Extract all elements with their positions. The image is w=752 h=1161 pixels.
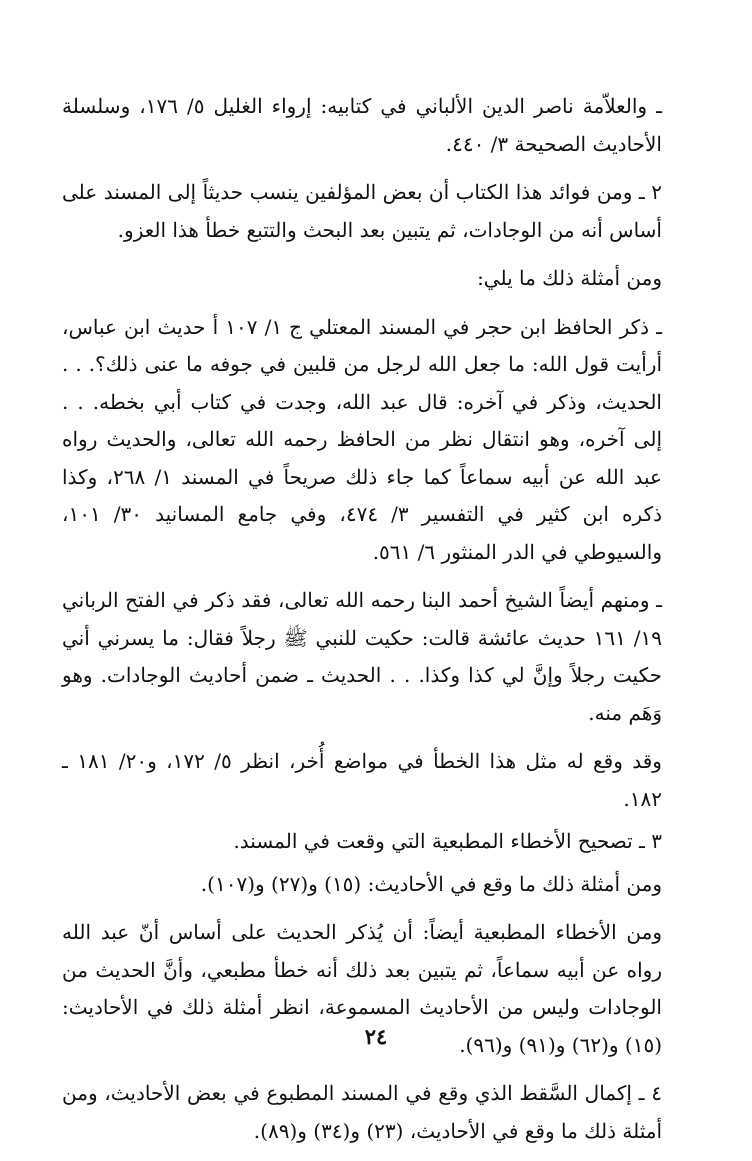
paragraph-albanna-example: ـ ومنهم أيضاً الشيخ أحمد البنا رحمه الله تعالى، فقد ذكر في الفتح الرباني ١٩/ ١٦١ حديث عائشة قالت: حكيت للنبي ﷺ رجلاً فقال: ما يسرني أني حكيت رجلاً وإنَّ لي كذا وكذا. . . الحديث ـ ضمن أحاديث الوجادات. وهو وَهَم منه. [62,588,662,725]
paragraph-typo-hearing: ومن الأخطاء المطبعية أيضاً: أن يُذكر الحديث على أساس أنّ عبد الله رواه عن أبيه سماعاً، ثم يتبين بعد ذلك أنه خطأ مطبعي، وأنَّ الحديث من الوجادات وليس من الأحاديث المسموعة، انظر أمثلة ذلك في الأحاديث: (١٥) و(٦٢) و(٩١) و(٩٦). [62,920,662,1057]
page-body [62,88,690,1161]
paragraph-benefit-3: ٣ ـ تصحيح الأخطاء المطبعية التي وقعت في المسند. [233,829,662,853]
paragraph-ibn-hajar-example: ـ ذكر الحافظ ابن حجر في المسند المعتلي ج ١/ ١٠٧ أ حديث ابن عباس، أرأيت قول الله: ما جعل الله لرجل من قلبين في جوفه ما عنى ذلك؟. . . الحديث، وذكر في آخره: قال عبد الله، وجدت في كتاب أبي بخطه. . . إلى آخره، وهو انتقال نظر من الحافظ رحمه الله تعالى، والحديث رواه عبد الله عن أبيه سماعاً كما جاء ذلك صريحاً في المسند ١/ ٢٦٨، وكذا ذكره ابن كثير في التفسير ٣/ ٤٧٤، وفي جامع المسانيد ٣٠/ ١٠١، والسيوطي في الدر المنثور ٦/ ٥٦١. [62,314,662,564]
paragraph-examples-intro: ومن أمثلة ذلك ما يلي: [477,266,662,290]
paragraph-benefit-2: ٢ ـ ومن فوائد هذا الكتاب أن بعض المؤلفين ينسب حديثاً إلى المسند على أساس أنه من الوجادات، ثم يتبين بعد البحث والتتبع خطأ هذا العزو. [62,180,662,242]
page-number: ٢٤ [364,1024,388,1049]
paragraph-albani-references: ـ والعلاّمة ناصر الدين الألباني في كتابيه: إرواء الغليل ٥/ ١٧٦، وسلسلة الأحاديث الصحيحة ٣/ ٤٤٠. [62,94,662,156]
paragraph-similar-errors: وقد وقع له مثل هذا الخطأ في مواضع أُخر، انظر ٥/ ١٧٢، و٢٠/ ١٨١ ـ ١٨٢. [62,749,662,811]
paragraph-benefit-4: ٤ ـ إكمال السَّقط الذي وقع في المسند المطبوع في بعض الأحاديث، ومن أمثلة ذلك ما وقع في الأحاديث، (٢٣) و(٣٤) و(٨٩). [62,1081,662,1143]
paragraph-typo-examples: ومن أمثلة ذلك ما وقع في الأحاديث: (١٥) و(٢٧) و(١٠٧). [200,871,662,896]
